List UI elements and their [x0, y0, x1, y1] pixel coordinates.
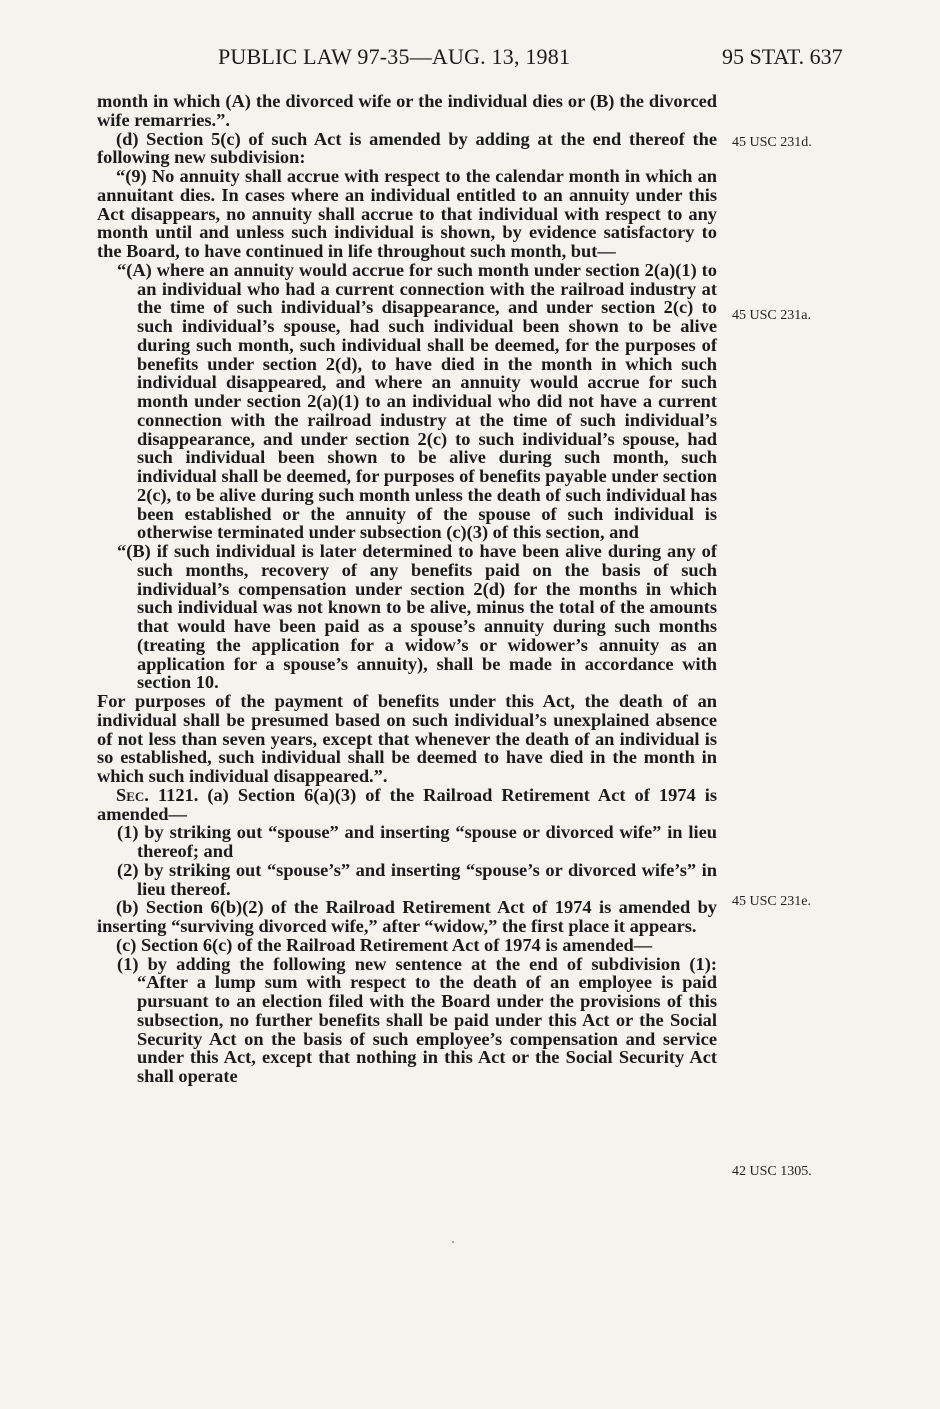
- paragraph: (d) Section 5(c) of such Act is amended by adding at the end thereof the following new subdivision:: [97, 128, 717, 168]
- paragraph: “(9) No annuity shall accrue with respect to the calendar month in which an annuitant dies. In cases where an individual entitled to an annuity under this Act disappears, no annuity shall accrue to that individual with respect to any month until and unless such individual is shown, by evidence satisfactory to the Board, to have continued in life throughout such month, but—: [97, 166, 717, 261]
- margin-note-citation: 42 USC 1305.: [732, 1164, 812, 1179]
- subparagraph-a: “(A) where an annuity would accrue for such month under section 2(a)(1) to an individual who had a current connection with the railroad industry at the time of such individual’s disappearance, and under section 2(c) to such individual’s spouse, had such individual been shown to be alive during such month, such individual shall be deemed, for the purposes of benefits under section 2(d), to have died in the month in which such individual disappeared, and where an annuity would accrue for such month under section 2(a)(1) to an individual who did not have a current connection with the railroad industry at the time of such individual’s disappearance, and under section 2(c) to such individual’s spouse, had such individual been shown to be alive during such month, such individual shall be deemed, for purposes of benefits payable under section 2(c), to be alive during such month unless the death of such individual has been established or the annuity of the spouse of such individual is otherwise terminated under subsection (c)(3) of this section, and: [117, 259, 717, 543]
- section-paragraph: [97, 786, 717, 824]
- clause: (1) by striking out “spouse” and inserting “spouse or divorced wife” in lieu thereof; and: [117, 822, 717, 861]
- section-label: Sec.: [116, 784, 149, 805]
- scan-speck: [452, 1241, 454, 1243]
- subparagraph-b: “(B) if such individual is later determined to have been alive during any of such months, recovery of any benefits paid on the basis of such individual’s compensation under section 2(d) for the months in which such individual was not known to be alive, minus the total of the amounts that would have been paid as a spouse’s annuity during such months (treating the application for a widow’s or widower’s annuity as an application for a spouse’s annuity), shall be made in accordance with section 10.: [117, 541, 717, 693]
- clause: (2) by striking out “spouse’s” and inserting “spouse’s or divorced wife’s” in lieu thereof.: [117, 859, 717, 899]
- paragraph: (c) Section 6(c) of the Railroad Retirement Act of 1974 is amended—: [116, 934, 653, 955]
- paragraph: (b) Section 6(b)(2) of the Railroad Retirement Act of 1974 is amended by inserting “surviving divorced wife,” after “widow,” the first place it appears.: [97, 897, 717, 936]
- margin-note-citation: 45 USC 231d.: [732, 135, 812, 150]
- margin-note-citation: 45 USC 231a.: [732, 308, 811, 323]
- paragraph: month in which (A) the divorced wife or the individual dies or (B) the divorced wife remarries.”.: [97, 91, 717, 130]
- running-header-title: PUBLIC LAW 97-35—AUG. 13, 1981: [218, 44, 571, 69]
- page-number: 95 STAT. 637: [722, 44, 843, 69]
- statute-body: [97, 92, 717, 1086]
- margin-note-citation: 45 USC 231e.: [732, 894, 811, 909]
- section-text: 1121. (a) Section 6(a)(3) of the Railroad Retirement Act of 1974 is amended—: [97, 784, 717, 824]
- paragraph: For purposes of the payment of benefits under this Act, the death of an individual shall be presumed based on such individual’s unexplained absence of not less than seven years, except that whenever the death of an individual is so established, such individual shall be deemed to have died in the month in which such individual disappeared.”.: [97, 691, 717, 786]
- clause: (1) by adding the following new sentence at the end of subdivision (1): “After a lump sum with respect to the death of an employee is paid pursuant to an election filed with the Board under the provisions of this subsection, no further benefits shall be paid under this Act or the Social Security Act on the basis of such employee’s compensation and service under this Act, except that nothing in this Act or the Social Security Act shall operate: [117, 953, 717, 1086]
